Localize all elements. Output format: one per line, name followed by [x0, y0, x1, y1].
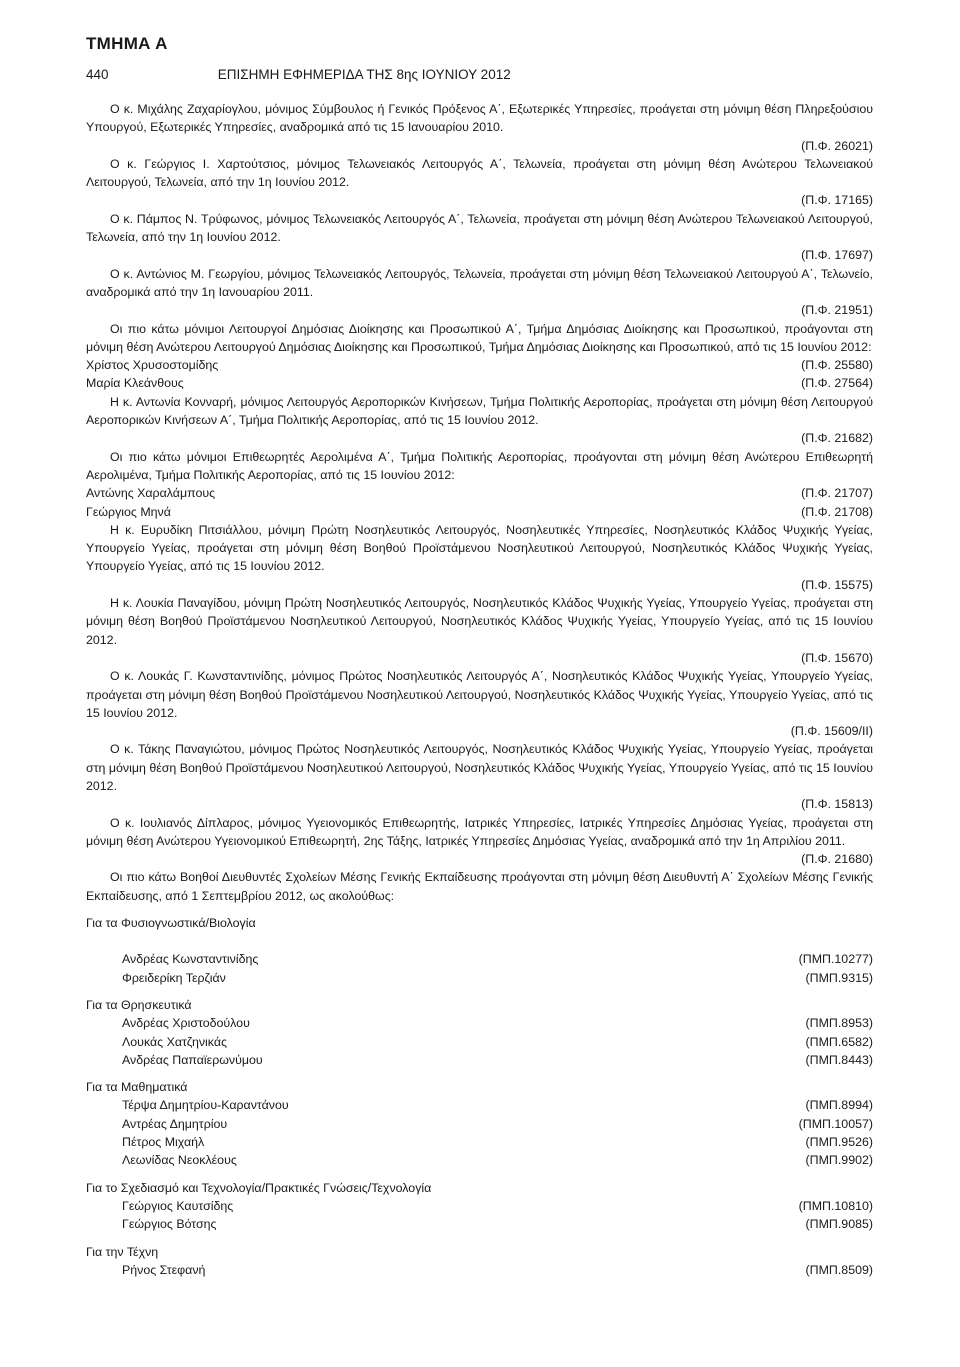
person-name: Ανδρέας Χριστοδούλου — [122, 1016, 250, 1031]
reference-code: (Π.Φ. 25580) — [801, 358, 873, 373]
promotion-entry: Ο κ. Μιχάλης Ζαχαρίογλου, μόνιμος Σύμβουλος ή Γενικός Πρόξενος Α΄, Εξωτερικές Υπηρεσίες, προάγεται στη μόνιμη θέση Πληρεξούσιου Υπουργού, Εξωτερικές Υπηρεσίες, αναδρομικά από τις 15 Ιανουαρίου 2010. — [86, 102, 873, 135]
person-name: Γεώργιος Καυτσίδης — [122, 1198, 234, 1213]
reference-code: (Π.Φ. 21707) — [801, 486, 873, 501]
reference-code: (Π.Φ. 26021) — [801, 138, 873, 153]
reference-code: (ΠΜΠ.9902) — [805, 1153, 873, 1168]
reference-code: (Π.Φ. 15670) — [801, 650, 873, 665]
reference-code: (Π.Φ. 15609/II) — [790, 724, 873, 739]
list-item — [86, 1151, 873, 1169]
spacer — [86, 1069, 873, 1078]
reference-code: (ΠΜΠ.10057) — [798, 1116, 873, 1131]
person-name: Λουκάς Χατζηνικάς — [122, 1034, 227, 1049]
reference-code: (Π.Φ. 21708) — [801, 504, 873, 519]
list-item — [86, 1215, 873, 1233]
list-item — [86, 1115, 873, 1133]
person-name: Αντρέας Δημητρίου — [122, 1116, 228, 1131]
subject-heading: Για το Σχεδιασμό και Τεχνολογία/Πρακτικές Γνώσεις/Τεχνολογία — [86, 1180, 432, 1195]
person-name: Μαρία Κλεάνθους — [86, 376, 184, 391]
list-item — [86, 374, 873, 392]
reference-code: (ΠΜΠ.6582) — [805, 1034, 873, 1049]
subject-heading: Για την Τέχνη — [86, 1244, 159, 1259]
person-name: Λεωνίδας Νεοκλέους — [122, 1153, 237, 1168]
directors-intro: Οι πιο κάτω Βοηθοί Διευθυντές Σχολείων Μέσης Γενικής Εκπαίδευσης προάγονται στη μόνιμη θέση Διευθυντή Α΄ Σχολείων Μέσης Γενικής Εκπαίδευσης, από 1 Σεπτεμβρίου 2012, ως ακολούθως: — [86, 870, 873, 903]
person-name: Ρήνος Στεφανή — [122, 1262, 206, 1277]
person-name: Φρειδερίκη Τερζιάν — [122, 970, 226, 985]
promotion-entry: Ο κ. Λουκάς Γ. Κωνσταντινίδης, μόνιμος Πρώτος Νοσηλευτικός Λειτουργός Α΄, Νοσηλευτικός Κλάδος Ψυχικής Υγείας, Υπουργείο Υγείας, προάγεται στη μόνιμη θέση Βοηθού Προϊστάμενου Νοσηλευτικού Λειτουργού, Νοσηλευτικός Κλάδος Ψυχικής Υγείας, Υπουργείο Υγείας, από τις 15 Ιουνίου 2012. — [86, 669, 873, 720]
list-item — [86, 1014, 873, 1032]
reference-code: (ΠΜΠ.8443) — [805, 1052, 873, 1067]
list-item — [86, 1096, 873, 1114]
list-item — [86, 969, 873, 987]
reference-code: (Π.Φ. 15575) — [801, 577, 873, 592]
promotion-entry: Η κ. Ευρυδίκη Πιτσιάλλου, μόνιμη Πρώτη Νοσηλευτικός Λειτουργός, Νοσηλευτικές Υπηρεσίες, Νοσηλευτικός Κλάδος Ψυχικής Υγείας, Υπουργείο Υγείας, προάγεται στη μόνιμη θέση Βοηθού Προϊστάμενου Νοσηλευτικού Λειτουργού, Νοσηλευτικός Κλάδος Ψυχικής Υγείας, Υπουργείο Υγείας, από τις 15 Ιουνίου 2012. — [86, 522, 873, 574]
reference-code: (ΠΜΠ.9085) — [805, 1217, 873, 1232]
person-name: Αντώνης Χαραλάμπους — [86, 486, 216, 501]
person-name: Ανδρέας Παπαϊερωνύμου — [122, 1052, 263, 1067]
page-header — [86, 67, 873, 82]
reference-code: (ΠΜΠ.8994) — [805, 1098, 873, 1113]
subject-heading: Για τα Μαθηματικά — [86, 1080, 188, 1095]
list-item — [86, 1261, 873, 1279]
list-item — [86, 1133, 873, 1151]
person-name: Γεώργιος Μηνά — [86, 504, 171, 519]
page-number: 440 — [86, 67, 109, 82]
list-item — [86, 1033, 873, 1051]
person-name: Χρίστος Χρυσοστομίδης — [86, 358, 219, 373]
promotion-entry: Ο κ. Γεώργιος Ι. Χαρτούτσιος, μόνιμος Τελωνειακός Λειτουργός Α΄, Τελωνεία, προάγεται στη μόνιμη θέση Ανώτερου Τελωνειακού Λειτουργού, Τελωνεία, από την 1η Ιουνίου 2012. — [86, 156, 873, 190]
reference-code: (ΠΜΠ.9315) — [805, 970, 873, 985]
spacer — [86, 1234, 873, 1243]
gazette-page — [86, 34, 873, 1279]
person-name: Πέτρος Μιχαήλ — [122, 1135, 205, 1150]
reference-code: (ΠΜΠ.10810) — [798, 1198, 873, 1213]
list-item — [86, 356, 873, 374]
reference-code: (Π.Φ. 21682) — [801, 431, 873, 446]
spacer — [86, 905, 873, 914]
group-intro: Οι πιο κάτω μόνιμοι Λειτουργοί Δημόσιας Διοίκησης και Προσωπικού Α΄, Τμήμα Δημόσιας Διοίκησης και Προσωπικού, προάγονται στη μόνιμη θέση Ανώτερου Λειτουργού Δημόσιας Διοίκησης και Προσωπικού, Τμήμα Δημόσιας Διοίκησης και Προσωπικού, από τις 15 Ιουνίου 2012: — [86, 321, 873, 354]
reference-code: (Π.Φ. 27564) — [801, 376, 873, 391]
person-name: Τέρψα Δημητρίου-Καραντάνου — [122, 1098, 289, 1113]
person-name: Ανδρέας Κωνσταντινίδης — [122, 952, 259, 967]
promotion-entry: Ο κ. Πάμπος Ν. Τρύφωνος, μόνιμος Τελωνειακός Λειτουργός Α΄, Τελωνεία, προάγεται στη μόνιμη θέση Ανώτερου Τελωνειακού Λειτουργού, Τελωνεία, από την 1η Ιουνίου 2012. — [86, 211, 873, 245]
reference-code: (ΠΜΠ.8953) — [805, 1016, 873, 1031]
reference-code: (ΠΜΠ.10277) — [798, 952, 873, 967]
promotion-entry: Ο κ. Ιουλιανός Δίπλαρος, μόνιμος Υγειονομικός Επιθεωρητής, Ιατρικές Υπηρεσίες, Ιατρικές Υπηρεσίες Δημόσιας Υγείας, προάγεται στη μόνιμη θέση Ανώτερου Υγειονομικού Επιθεωρητή, 2ης Τάξης, Ιατρικές Υπηρεσίες Δημόσιας Υγείας, αναδρομικά από την 1η Απριλίου 2011. — [86, 815, 873, 848]
section-title: ΤΜΗΜΑ Α — [86, 34, 168, 53]
reference-code: (Π.Φ. 21680) — [801, 852, 873, 867]
person-name: Γεώργιος Βότσης — [122, 1217, 217, 1232]
subject-heading: Για τα Θρησκευτικά — [86, 997, 192, 1012]
spacer — [86, 987, 873, 996]
gazette-title: ΕΠΙΣΗΜΗ ΕΦΗΜΕΡΙΔΑ ΤΗΣ 8ης ΙΟΥΝΙΟΥ 2012 — [217, 67, 511, 82]
list-item — [86, 950, 873, 968]
reference-code: (Π.Φ. 17697) — [801, 248, 873, 263]
subject-heading: Για τα Φυσιογνωστικά/Βιολογία — [86, 916, 256, 931]
list-item — [86, 484, 873, 502]
reference-code: (Π.Φ. 17165) — [801, 193, 873, 208]
promotion-entry: Ο κ. Αντώνιος Μ. Γεωργίου, μόνιμος Τελωνειακός Λειτουργός, Τελωνεία, προάγεται στη μόνιμη θέση Τελωνειακού Λειτουργού Α΄, Τελωνείο, αναδρομικά από την 1η Ιανουαρίου 2011. — [86, 266, 873, 299]
list-item — [86, 1197, 873, 1215]
reference-code: (ΠΜΠ.9526) — [805, 1135, 873, 1150]
promotion-entry: Η κ. Αντωνία Κονναρή, μόνιμος Λειτουργός Αεροπορικών Κινήσεων, Τμήμα Πολιτικής Αεροπορίας, προάγεται στη μόνιμη θέση Λειτουργού Αεροπορικών Κινήσεων Α΄, Τμήμα Πολιτικής Αεροπορίας, από τις 15 Ιουνίου 2012. — [86, 394, 873, 428]
spacer — [86, 1170, 873, 1179]
spacer — [86, 932, 873, 950]
group-intro: Οι πιο κάτω μόνιμοι Επιθεωρητές Αερολιμένα Α΄, Τμήμα Πολιτικής Αεροπορίας, προάγονται στη μόνιμη θέση Ανώτερου Επιθεωρητή Αερολιμένα, Τμήμα Πολιτικής Αεροπορίας, από τις 15 Ιουνίου 2012: — [86, 449, 873, 482]
promotion-entry: Η κ. Λουκία Παναγίδου, μόνιμη Πρώτη Νοσηλευτικός Λειτουργός, Νοσηλευτικός Κλάδος Ψυχικής Υγείας, Υπουργείο Υγείας, προάγεται στη μόνιμη θέση Βοηθού Προϊστάμενου Νοσηλευτικού Λειτουργού, Νοσηλευτικός Κλάδος Ψυχικής Υγείας, Υπουργείο Υγείας, από τις 15 Ιουνίου 2012. — [86, 596, 873, 647]
list-item — [86, 503, 873, 521]
reference-code: (Π.Φ. 15813) — [801, 797, 873, 812]
reference-code: (Π.Φ. 21951) — [801, 303, 873, 318]
document-body — [86, 100, 873, 1279]
reference-code: (ΠΜΠ.8509) — [805, 1262, 873, 1277]
promotion-entry: Ο κ. Τάκης Παναγιώτου, μόνιμος Πρώτος Νοσηλευτικός Λειτουργός, Νοσηλευτικός Κλάδος Ψυχικής Υγείας, Υπουργείο Υγείας, προάγεται στη μόνιμη θέση Βοηθού Προϊστάμενου Νοσηλευτικού Λειτουργού, Νοσηλευτικός Κλάδος Ψυχικής Υγείας, Υπουργείο Υγείας, από τις 15 Ιουνίου 2012. — [86, 742, 873, 793]
list-item — [86, 1051, 873, 1069]
